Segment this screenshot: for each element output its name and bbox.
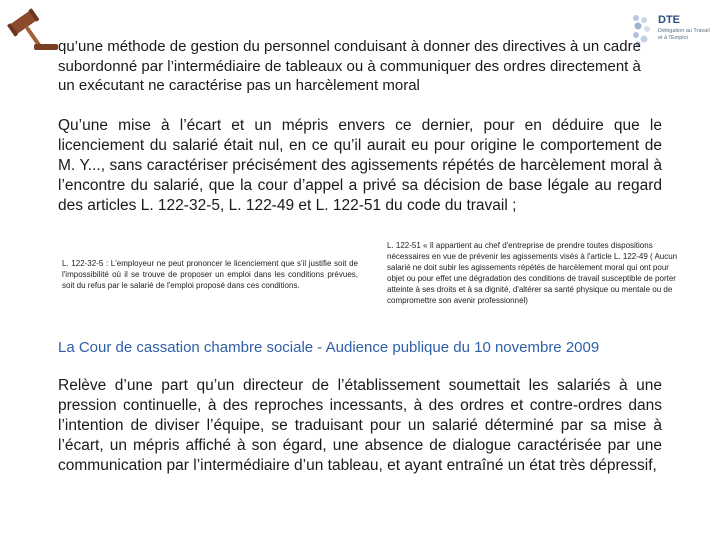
footnote-l122-32-5: L. 122-32-5 : L'employeur ne peut prononcer le licenciement que s'il justifie soit de l'impossibilité où il se trouve de proposer un emploi dans les conditions prévues, soit du refus par le salarié de l'emploi proposé dans ces conditions. [62, 259, 358, 290]
logo-title: DTE [658, 14, 680, 26]
footnote-l122-51: L. 122-51 « Il appartient au chef d'entreprise de prendre toutes dispositions nécessaires en vue de prévenir les agissements visés à l'article L. 122-49 ( Aucun salarié ne doit subir les agissements répétés de harcèlement moral qui ont pour objet ou pour effet une dégradation des conditions de travail susceptible de porter atteinte à ses droits et à sa dignité, d'altérer sa santé physique ou mentale ou de compromettre son avenir professionnel) [387, 241, 678, 305]
court-reference: La Cour de cassation chambre sociale - Audience publique du 10 novembre 2009 [58, 339, 600, 356]
paragraph-facts: Relève d’une part qu’un directeur de l’établissement soumettait les salariés à une pression continuelle, à des reproches incessants, à des ordres et contre-ordres dans l’intention de diviser l’équipe, se traduisant pour un salarié déterminé par sa mise à l’écart, un mépris affiché à son égard, une absence de dialogue caractérisée par une communication par l’intermédiaire d’un tableau, et ayant entraîné un état très dépressif, [58, 377, 662, 474]
paragraph-intro: qu’une méthode de gestion du personnel conduisant à donner des directives à un cadre subordonné par l’intermédiaire de tableaux ou à communiquer des ordres directement à un exécutant ne caractérise pas un harcèlement moral [58, 38, 641, 94]
paragraph-judgement: Qu’une mise à l’écart et un mépris envers ce dernier, pour en déduire que le licenciement du salarié était nul, en ce qu’il aurait eu pour origine le comportement de M. Y..., sans caractériser précisément des agissements répétés de harcèlement moral à l’encontre du salarié, que la cour d’appel a privé sa décision de base légale au regard des articles L. 122-32-5, L. 122-49 et L. 122-51 du code du travail ; [58, 117, 662, 214]
logo-subtitle: Délégation au Travail et à l'Emploi [658, 28, 710, 41]
gavel-icon [6, 6, 60, 52]
